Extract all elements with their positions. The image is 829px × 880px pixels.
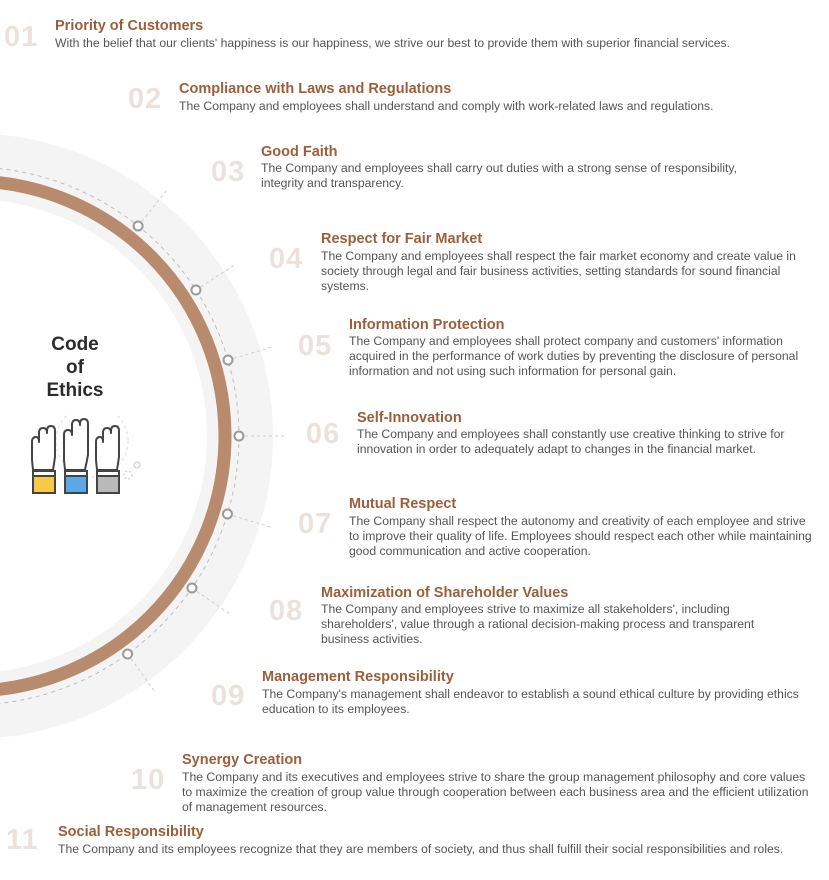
item-number: 04 xyxy=(269,243,304,275)
item-description: The Company and employees strive to maximize all stakeholders', including shareholders', value through a rational decision-making process and transparent business activities. xyxy=(321,602,755,647)
item-description: The Company and employees shall protect company and customers' information acquired in the performance of work duties by preventing the disclosure of personal information and not using such information for personal gain. xyxy=(349,334,799,379)
item-description: With the belief that our clients' happiness is our happiness, we strive our best to provide them with superior financial services. xyxy=(55,36,731,50)
gray-hand-icon xyxy=(96,426,119,493)
item-number: 11 xyxy=(6,824,39,856)
ring-node-3 xyxy=(134,222,143,231)
item-title: Priority of Customers xyxy=(55,18,204,34)
item-number: 01 xyxy=(4,21,39,53)
center-title xyxy=(20,333,130,402)
center-title-line-1: Code xyxy=(51,334,99,355)
ring-node-7 xyxy=(223,510,232,519)
item-description: The Company and its executives and employees strive to share the group management philosophy and core values to maximize the creation of group value through cooperation between each business area and the efficient utilization of management resources. xyxy=(182,770,809,815)
ring-node-5 xyxy=(224,356,233,365)
item-description: The Company and employees shall constantly use creative thinking to strive for innovation in order to adequately adapt to changes in the financial market. xyxy=(357,427,785,457)
item-number: 08 xyxy=(269,595,304,627)
item-number: 02 xyxy=(128,83,163,115)
item-description: The Company's management shall endeavor to establish a sound ethical culture by providing ethics education to its employees. xyxy=(262,687,799,717)
item-title: Maximization of Shareholder Values xyxy=(321,585,569,601)
center-title-line-2: of xyxy=(66,357,84,378)
item-number: 03 xyxy=(211,156,246,188)
item-title: Mutual Respect xyxy=(349,496,457,512)
item-number: 10 xyxy=(131,764,166,796)
ring-node-9 xyxy=(123,650,132,659)
item-title: Information Protection xyxy=(349,317,505,333)
center-title-line-3: Ethics xyxy=(46,380,104,401)
item-number: 07 xyxy=(298,508,333,540)
item-title: Management Responsibility xyxy=(262,669,454,685)
item-title: Social Responsibility xyxy=(58,824,204,840)
item-number: 09 xyxy=(211,680,246,712)
item-title: Respect for Fair Market xyxy=(321,231,483,247)
ring-node-6 xyxy=(235,432,244,441)
item-description: The Company shall respect the autonomy and creativity of each employee and strive to improve their quality of life. Employees should respect each other while maintaining good communication and active cooperation. xyxy=(349,514,812,559)
ring-node-4 xyxy=(191,286,200,295)
blue-hand-icon xyxy=(64,419,88,493)
ring-node-8 xyxy=(187,584,196,593)
item-number: 06 xyxy=(306,418,341,450)
item-number: 05 xyxy=(298,330,333,362)
item-title: Compliance with Laws and Regulations xyxy=(179,81,452,97)
item-description: The Company and employees shall carry out duties with a strong sense of responsibility, integrity and transparency. xyxy=(261,161,738,191)
item-description: The Company and its employees recognize that they are members of society, and thus shall fulfill their social responsibilities and roles. xyxy=(58,842,784,856)
item-description: The Company and employees shall respect the fair market economy and create value in society through legal and fair business activities, setting standards for sound financial systems. xyxy=(321,249,796,294)
item-title: Good Faith xyxy=(261,144,338,160)
item-title: Synergy Creation xyxy=(182,752,303,768)
item-title: Self-Innovation xyxy=(357,410,462,426)
yellow-hand-icon xyxy=(32,426,55,493)
item-description: The Company and employees shall understand and comply with work-related laws and regulations. xyxy=(179,99,714,113)
raised-hands-icon xyxy=(22,415,147,500)
